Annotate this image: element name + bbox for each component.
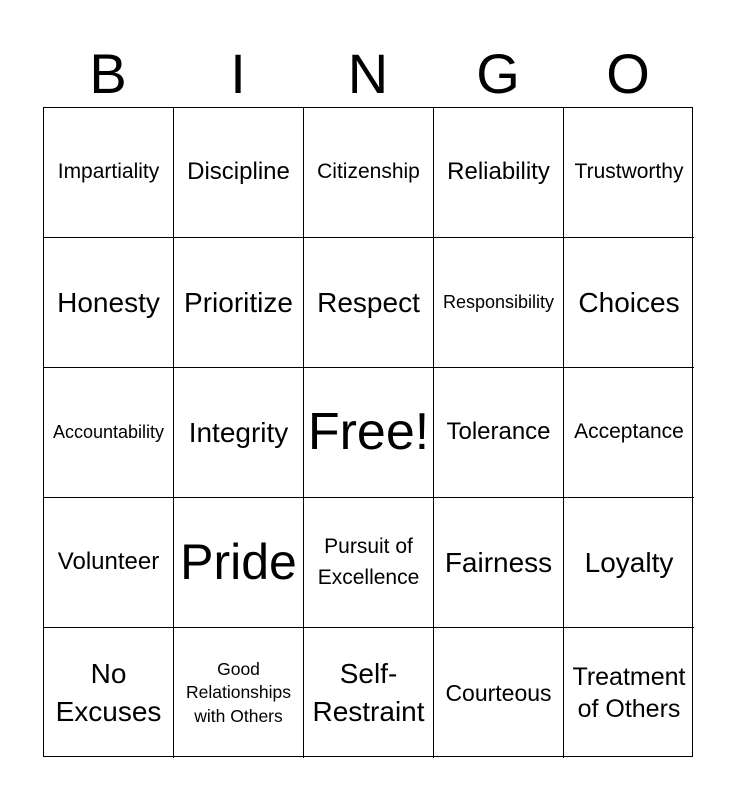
bingo-cell: [434, 238, 564, 368]
cell-text: Choices: [578, 286, 680, 318]
bingo-cell: [564, 498, 694, 628]
cell-text: Fairness: [444, 546, 553, 578]
header-letter-o: O: [606, 42, 650, 105]
bingo-cell: [304, 498, 434, 628]
bingo-cell: [564, 628, 694, 758]
bingo-board: [43, 107, 693, 757]
cell-text: Discipline: [187, 158, 290, 186]
cell-text: Honesty: [57, 286, 160, 318]
bingo-cell: [44, 628, 174, 758]
cell-text: Pride: [180, 534, 297, 590]
bingo-cell: [44, 498, 174, 628]
bingo-cell: [174, 628, 304, 758]
cell-text: Prioritize: [184, 286, 293, 318]
cell-text: Responsibility: [442, 292, 555, 313]
bingo-cell: [44, 368, 174, 498]
bingo-cell: [564, 108, 694, 238]
bingo-cell: [434, 108, 564, 238]
cell-text: Trustworthy: [574, 160, 684, 184]
cell-text: No Excuses: [55, 658, 162, 727]
cell-text: Reliability: [447, 158, 550, 186]
bingo-cell: [304, 628, 434, 758]
free-space-text: Free!: [307, 402, 430, 461]
header-letter-b: B: [89, 42, 127, 105]
bingo-cell: [564, 238, 694, 368]
bingo-cell: [174, 368, 304, 498]
cell-text: Respect: [317, 286, 420, 318]
bingo-cell: [304, 238, 434, 368]
bingo-cell: [434, 498, 564, 628]
header-letter-n: N: [347, 42, 389, 105]
cell-text: Citizenship: [317, 160, 420, 184]
cell-text: Good Relationships with Others: [185, 658, 292, 726]
bingo-cell: [304, 108, 434, 238]
bingo-cell: [44, 238, 174, 368]
cell-text: Self- Restraint: [312, 658, 425, 727]
cell-text: Accountability: [52, 422, 165, 443]
header-letter-g: G: [476, 42, 520, 105]
cell-text: Treatment of Others: [572, 662, 686, 723]
bingo-cell: [174, 108, 304, 238]
cell-text: Acceptance: [574, 420, 684, 444]
header-letter-i: I: [230, 42, 246, 105]
bingo-cell: [434, 368, 564, 498]
bingo-cell: [564, 368, 694, 498]
cell-text: Tolerance: [446, 418, 551, 446]
cell-text: Loyalty: [584, 546, 674, 578]
cell-text: Impartiality: [57, 160, 160, 184]
bingo-cell: [434, 628, 564, 758]
bingo-cell: [44, 108, 174, 238]
bingo-header: [43, 40, 693, 108]
cell-text: Pursuit of Excellence: [317, 535, 420, 589]
cell-text: Volunteer: [57, 548, 160, 576]
bingo-cell: [174, 498, 304, 628]
bingo-free-cell: [304, 368, 434, 498]
bingo-cell: [174, 238, 304, 368]
cell-text: Integrity: [188, 416, 289, 448]
cell-text: Courteous: [445, 679, 552, 706]
